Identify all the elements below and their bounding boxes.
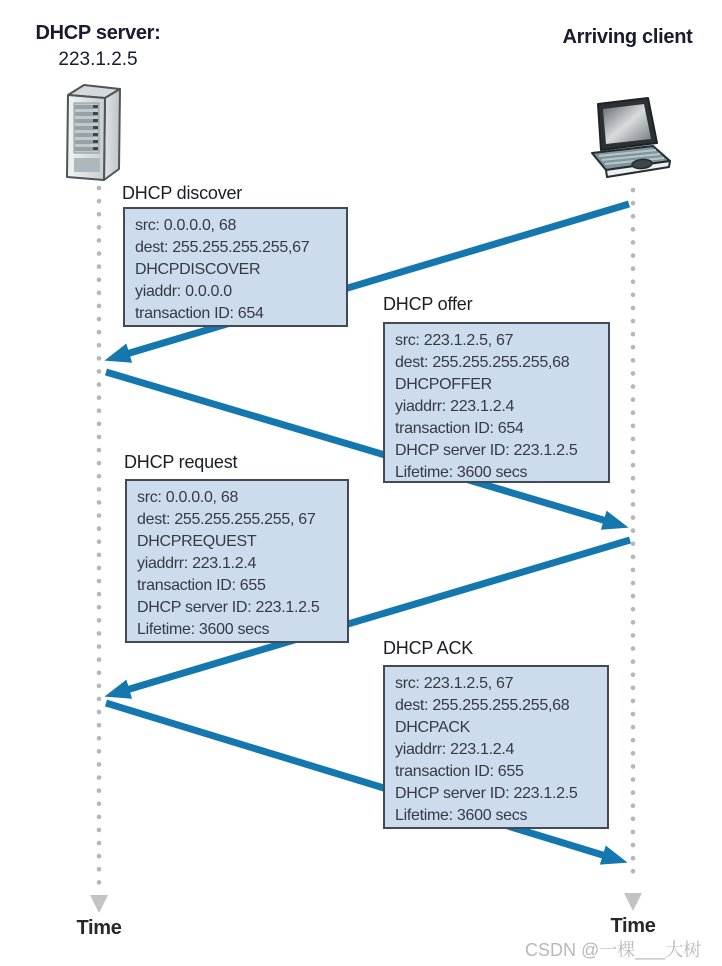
ack-box xyxy=(383,665,609,829)
discover-line: src: 0.0.0.0, 68 xyxy=(135,217,237,234)
request-line: DHCPREQUEST xyxy=(137,533,257,550)
offer-line: dest: 255.255.255.255,68 xyxy=(395,354,570,371)
offer-line: transaction ID: 654 xyxy=(395,420,524,437)
offer-line: DHCP server ID: 223.1.2.5 xyxy=(395,442,578,459)
request-line: DHCP server ID: 223.1.2.5 xyxy=(137,599,320,616)
discover-line: transaction ID: 654 xyxy=(135,305,264,322)
watermark: CSDN @一棵___大树 xyxy=(525,940,702,960)
offer-box xyxy=(383,322,610,483)
ack-line: DHCP server ID: 223.1.2.5 xyxy=(395,785,578,802)
discover-line: dest: 255.255.255.255,67 xyxy=(135,239,310,256)
request-line: transaction ID: 655 xyxy=(137,577,266,594)
offer-line: DHCPOFFER xyxy=(395,376,492,393)
server-time-label: Time xyxy=(76,917,122,939)
request-line: src: 0.0.0.0, 68 xyxy=(137,489,239,506)
ack-line: Lifetime: 3600 secs xyxy=(395,807,528,824)
offer-line: yiaddrr: 223.1.2.4 xyxy=(395,398,515,415)
laptop-icon xyxy=(592,98,670,177)
request-line: Lifetime: 3600 secs xyxy=(137,621,270,638)
offer-title: DHCP offer xyxy=(383,294,473,314)
client-timeline-arrowhead xyxy=(624,893,642,911)
discover-line: yiaddr: 0.0.0.0 xyxy=(135,283,232,300)
request-line: dest: 255.255.255.255, 67 xyxy=(137,511,316,528)
request-title: DHCP request xyxy=(124,452,238,472)
ack-line: transaction ID: 655 xyxy=(395,763,524,780)
server-timeline xyxy=(90,188,108,913)
offer-line: Lifetime: 3600 secs xyxy=(395,464,528,481)
client-time-label: Time xyxy=(610,915,656,937)
server-ip-label: 223.1.2.5 xyxy=(58,49,138,70)
ack-title: DHCP ACK xyxy=(383,638,474,658)
client-timeline xyxy=(624,190,642,911)
request-line: yiaddrr: 223.1.2.4 xyxy=(137,555,257,572)
server-heading: DHCP server: xyxy=(35,22,161,44)
discover-line: DHCPDISCOVER xyxy=(135,261,261,278)
ack-line: src: 223.1.2.5, 67 xyxy=(395,675,514,692)
ack-line: dest: 255.255.255.255,68 xyxy=(395,697,570,714)
discover-box xyxy=(123,207,348,327)
server-timeline-arrowhead xyxy=(90,895,108,913)
ack-line: DHCPACK xyxy=(395,719,470,736)
server-icon xyxy=(67,85,120,180)
ack-line: yiaddrr: 223.1.2.4 xyxy=(395,741,515,758)
offer-line: src: 223.1.2.5, 67 xyxy=(395,332,514,349)
client-heading: Arriving client xyxy=(562,26,693,48)
discover-title: DHCP discover xyxy=(122,183,243,203)
request-box xyxy=(125,479,349,643)
